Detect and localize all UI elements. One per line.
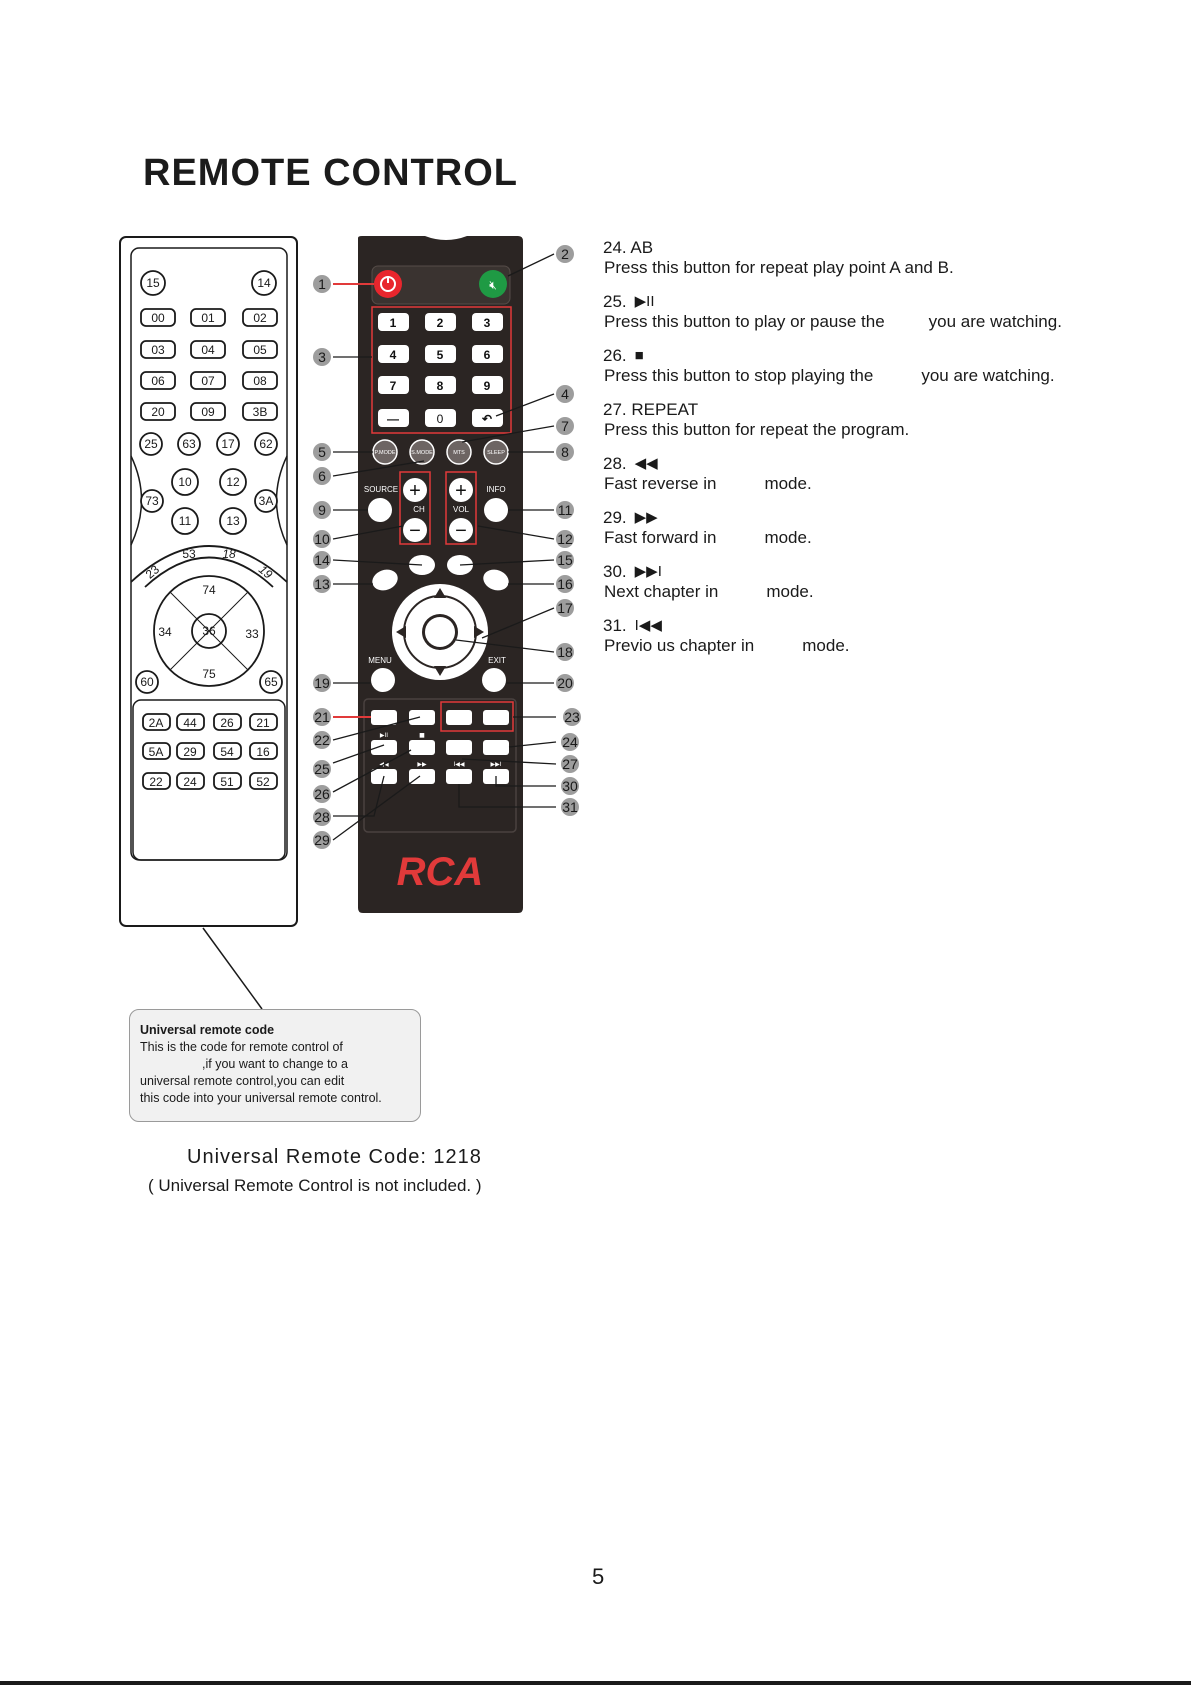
svg-text:21: 21	[314, 709, 330, 725]
page-title: REMOTE CONTROL	[143, 152, 518, 194]
svg-text:16: 16	[557, 576, 573, 592]
svg-text:🔇︎: 🔇︎	[489, 278, 497, 292]
svg-text:25: 25	[314, 761, 330, 777]
button-descriptions	[603, 238, 1143, 670]
svg-text:▶II: ▶II	[379, 732, 389, 739]
svg-text:0: 0	[436, 412, 444, 426]
svg-text:MTS: MTS	[453, 450, 465, 456]
svg-text:24: 24	[562, 734, 578, 750]
bottom-rule	[0, 1681, 1191, 1685]
svg-text:−: −	[455, 520, 467, 542]
desc-24: 24. AB Press this button for repeat play point A and B.	[603, 238, 954, 277]
svg-text:▶▶I: ▶▶I	[490, 761, 502, 768]
svg-text:CH: CH	[413, 505, 425, 514]
desc-31: 31. I◀◀ Previo us chapter in mode.	[603, 616, 850, 655]
play-pause-icon: ▶II	[634, 293, 655, 310]
svg-text:14: 14	[314, 552, 330, 568]
svg-text:65: 65	[264, 675, 278, 689]
svg-text:■: ■	[419, 732, 425, 739]
svg-text:3: 3	[483, 316, 491, 330]
svg-text:00: 00	[151, 311, 165, 325]
svg-text:8: 8	[436, 379, 444, 393]
svg-text:18: 18	[222, 547, 236, 561]
svg-text:20: 20	[151, 405, 165, 419]
desc-28: 28. ◀◀ Fast reverse in mode.	[603, 454, 812, 493]
desc-27: 27. REPEAT Press this button for repeat the program.	[603, 400, 910, 439]
svg-text:63: 63	[182, 437, 196, 451]
svg-text:5A: 5A	[148, 745, 164, 759]
svg-text:06: 06	[151, 374, 165, 388]
universal-code-box: Universal remote code This is the code for remote control of ,if you want to change to a universal remote control,you can edit this code into your universal remote control.	[129, 1009, 421, 1122]
svg-text:3A: 3A	[258, 494, 274, 508]
svg-text:21: 21	[256, 716, 270, 730]
svg-text:30: 30	[562, 778, 578, 794]
svg-text:19: 19	[314, 675, 330, 691]
svg-text:03: 03	[151, 343, 165, 357]
svg-text:8: 8	[561, 444, 569, 460]
svg-text:S.MODE: S.MODE	[411, 450, 433, 456]
svg-text:4: 4	[561, 386, 569, 402]
svg-text:I◀◀: I◀◀	[453, 761, 465, 768]
svg-text:53: 53	[182, 547, 196, 561]
brand-logo: RCA	[396, 850, 484, 894]
svg-text:1: 1	[318, 276, 326, 292]
svg-text:09: 09	[201, 405, 215, 419]
svg-text:27: 27	[562, 756, 578, 772]
svg-text:08: 08	[253, 374, 267, 388]
svg-text:9: 9	[483, 379, 491, 393]
svg-text:5: 5	[318, 444, 326, 460]
svg-text:13: 13	[226, 514, 240, 528]
svg-text:4: 4	[389, 348, 397, 362]
svg-text:24: 24	[183, 775, 197, 789]
svg-text:16: 16	[256, 745, 270, 759]
ur-label-15: 15	[146, 276, 160, 290]
previous-chapter-icon: I◀◀	[634, 617, 662, 634]
svg-text:02: 02	[253, 311, 267, 325]
svg-text:3B: 3B	[252, 405, 268, 419]
svg-text:↶: ↶	[481, 412, 493, 426]
svg-text:29: 29	[314, 832, 330, 848]
svg-text:—: —	[387, 412, 399, 426]
svg-text:−: −	[409, 520, 421, 542]
svg-text:+: +	[409, 480, 421, 502]
svg-text:05: 05	[253, 343, 267, 357]
svg-text:2: 2	[561, 246, 569, 262]
svg-text:6: 6	[483, 348, 491, 362]
desc-26: 26. ■ Press this button to stop playing the you are watching.	[603, 346, 1055, 385]
svg-text:23: 23	[142, 562, 163, 582]
svg-text:P.MODE: P.MODE	[374, 450, 396, 456]
svg-text:07: 07	[201, 374, 215, 388]
svg-text:62: 62	[259, 437, 273, 451]
svg-text:12: 12	[226, 475, 240, 489]
svg-text:2A: 2A	[148, 716, 164, 730]
svg-text:52: 52	[256, 775, 270, 789]
svg-text:7: 7	[561, 418, 569, 434]
svg-text:18: 18	[557, 644, 573, 660]
svg-text:23: 23	[564, 709, 580, 725]
page-number: 5	[592, 1564, 605, 1589]
svg-text:+: +	[455, 480, 467, 502]
svg-text:26: 26	[314, 786, 330, 802]
svg-text:04: 04	[201, 343, 215, 357]
svg-text:◀◀: ◀◀	[379, 761, 389, 768]
svg-text:29: 29	[183, 745, 197, 759]
svg-text:01: 01	[201, 311, 215, 325]
svg-text:11: 11	[178, 514, 192, 528]
svg-text:2: 2	[436, 316, 444, 330]
svg-text:26: 26	[220, 716, 234, 730]
svg-text:VOL: VOL	[452, 505, 470, 514]
svg-text:51: 51	[220, 775, 234, 789]
svg-text:13: 13	[314, 576, 330, 592]
svg-text:9: 9	[318, 502, 326, 518]
rewind-icon: ◀◀	[634, 455, 658, 472]
svg-text:25: 25	[144, 437, 158, 451]
fast-forward-icon: ▶▶	[634, 509, 658, 526]
svg-text:22: 22	[314, 732, 330, 748]
universal-code: Universal Remote Code: 1218	[187, 1146, 482, 1168]
svg-text:20: 20	[557, 675, 573, 691]
svg-text:11: 11	[557, 502, 573, 518]
svg-text:5: 5	[436, 348, 444, 362]
svg-text:EXIT: EXIT	[488, 656, 506, 665]
svg-text:10: 10	[178, 475, 192, 489]
svg-text:34: 34	[158, 625, 172, 639]
ur-label-14: 14	[257, 276, 271, 290]
svg-text:7: 7	[389, 379, 397, 393]
next-chapter-icon: ▶▶I	[634, 563, 662, 580]
svg-text:75: 75	[202, 667, 216, 681]
svg-text:74: 74	[202, 583, 216, 597]
svg-text:17: 17	[557, 600, 573, 616]
svg-text:6: 6	[318, 468, 326, 484]
svg-text:15: 15	[557, 552, 573, 568]
power-button	[374, 270, 402, 298]
svg-text:33: 33	[245, 627, 259, 641]
svg-text:19: 19	[255, 562, 276, 582]
svg-text:SOURCE: SOURCE	[363, 485, 399, 494]
svg-text:60: 60	[140, 675, 154, 689]
svg-text:SLEEP: SLEEP	[487, 450, 505, 456]
not-included-note: ( Universal Remote Control is not included. )	[148, 1176, 482, 1195]
svg-text:44: 44	[183, 716, 197, 730]
svg-text:INFO: INFO	[486, 485, 506, 494]
svg-text:12: 12	[557, 531, 573, 547]
stop-icon: ■	[634, 347, 644, 364]
desc-25: 25. ▶II Press this button to play or pause the you are watching.	[603, 292, 1062, 331]
svg-text:3: 3	[318, 349, 326, 365]
svg-text:36: 36	[202, 624, 216, 638]
pointer-line	[203, 928, 262, 1009]
svg-text:22: 22	[149, 775, 163, 789]
desc-29: 29. ▶▶ Fast forward in mode.	[603, 508, 812, 547]
svg-text:54: 54	[220, 745, 234, 759]
desc-30: 30. ▶▶I Next chapter in mode.	[603, 562, 814, 601]
svg-text:73: 73	[145, 494, 159, 508]
svg-text:10: 10	[314, 531, 330, 547]
tv-remote	[358, 236, 523, 913]
svg-text:1: 1	[389, 316, 397, 330]
svg-text:28: 28	[314, 809, 330, 825]
svg-text:31: 31	[562, 799, 578, 815]
svg-text:17: 17	[221, 437, 235, 451]
svg-text:▶▶: ▶▶	[417, 761, 427, 768]
svg-text:MENU: MENU	[368, 656, 392, 665]
